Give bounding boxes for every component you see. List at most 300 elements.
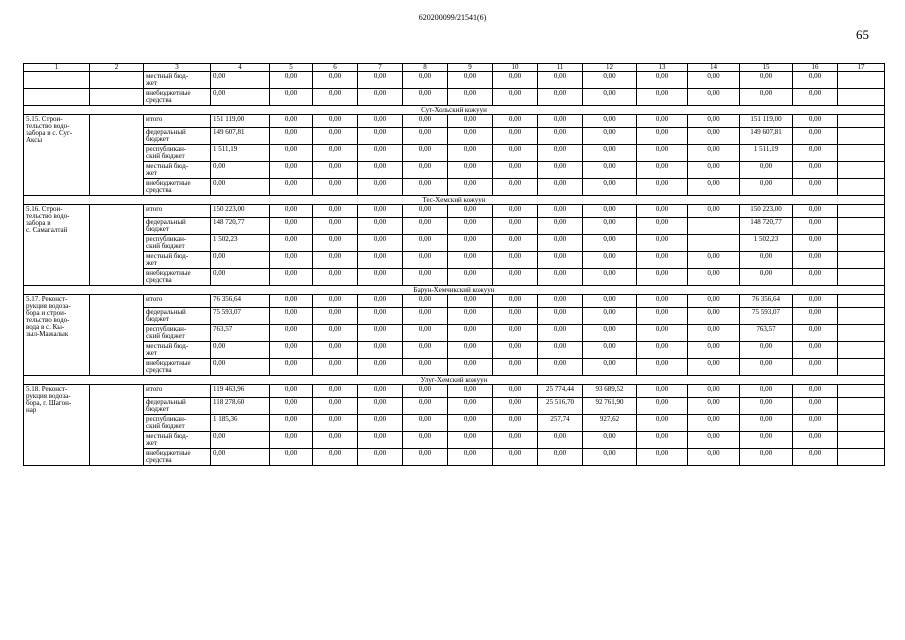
table-row [24, 398, 885, 415]
value-cell: 0,00 [403, 359, 448, 376]
value-cell: 0,00 [313, 115, 358, 128]
value-cell: 93 689,52 [583, 385, 637, 398]
value-cell: 0,00 [313, 252, 358, 269]
value-cell: 0,00 [313, 269, 358, 286]
value-cell: 0,00 [493, 432, 538, 449]
value-cell: 0,00 [493, 235, 538, 252]
value-cell: 0,00 [793, 89, 838, 106]
value-cell: 0,00 [688, 115, 740, 128]
value-cell: 0,00 [448, 449, 493, 466]
value-cell: 0,00 [211, 89, 270, 106]
value-cell: 0,00 [270, 115, 313, 128]
column-number: 6 [313, 64, 358, 72]
value-cell: 0,00 [448, 218, 493, 235]
value-cell: 0,00 [358, 398, 403, 415]
value-cell: 0,00 [448, 398, 493, 415]
value-cell: 0,00 [493, 449, 538, 466]
table-row [24, 72, 885, 89]
table-row [24, 342, 885, 359]
value-cell: 0,00 [583, 295, 637, 308]
value-cell [838, 415, 885, 432]
value-cell: 0,00 [313, 145, 358, 162]
value-cell: 0,00 [688, 449, 740, 466]
value-cell [838, 235, 885, 252]
value-cell: 0,00 [270, 252, 313, 269]
column-number: 5 [270, 64, 313, 72]
value-cell: 0,00 [270, 269, 313, 286]
table-row [24, 128, 885, 145]
value-cell: 0,00 [538, 115, 583, 128]
value-cell [838, 162, 885, 179]
value-cell [838, 325, 885, 342]
table-row [24, 385, 885, 398]
value-cell: 0,00 [313, 179, 358, 196]
value-cell: 0,00 [538, 269, 583, 286]
empty-cell [90, 115, 144, 196]
value-cell: 0,00 [793, 218, 838, 235]
value-cell: 0,00 [740, 72, 793, 89]
column-number: 16 [793, 64, 838, 72]
column-number: 10 [493, 64, 538, 72]
value-cell [838, 398, 885, 415]
value-cell: 0,00 [688, 72, 740, 89]
table-row [24, 162, 885, 179]
value-cell: 0,00 [793, 415, 838, 432]
value-cell: 0,00 [403, 325, 448, 342]
value-cell: 1 502,23 [211, 235, 270, 252]
value-cell: 0,00 [637, 398, 688, 415]
value-cell: 0,00 [637, 115, 688, 128]
value-cell: 0,00 [493, 205, 538, 218]
value-cell: 0,00 [538, 342, 583, 359]
column-number: 14 [688, 64, 740, 72]
table-row [24, 235, 885, 252]
value-cell: 149 607,81 [211, 128, 270, 145]
value-cell: 0,00 [493, 179, 538, 196]
funding-source-label: итого [144, 295, 211, 308]
value-cell: 0,00 [688, 269, 740, 286]
value-cell: 0,00 [313, 325, 358, 342]
value-cell: 0,00 [688, 308, 740, 325]
district-row [24, 286, 885, 295]
value-cell: 0,00 [358, 162, 403, 179]
value-cell: 1 511,19 [211, 145, 270, 162]
funding-source-label: внебюджетные средства [144, 359, 211, 376]
value-cell: 0,00 [583, 89, 637, 106]
value-cell: 0,00 [688, 385, 740, 398]
value-cell: 0,00 [403, 385, 448, 398]
column-number-row [24, 64, 885, 72]
value-cell: 0,00 [583, 325, 637, 342]
value-cell: 0,00 [358, 89, 403, 106]
value-cell: 0,00 [448, 308, 493, 325]
empty-cell [24, 72, 90, 89]
value-cell: 0,00 [637, 72, 688, 89]
value-cell: 0,00 [358, 179, 403, 196]
value-cell: 76 356,64 [211, 295, 270, 308]
value-cell: 149 607,81 [740, 128, 793, 145]
funding-source-label: местный бюд- жет [144, 432, 211, 449]
value-cell: 0,00 [358, 205, 403, 218]
value-cell: 0,00 [688, 145, 740, 162]
value-cell: 0,00 [211, 432, 270, 449]
value-cell: 0,00 [270, 359, 313, 376]
value-cell: 0,00 [583, 235, 637, 252]
value-cell: 0,00 [270, 235, 313, 252]
value-cell: 0,00 [583, 145, 637, 162]
empty-cell [90, 205, 144, 286]
value-cell: 0,00 [403, 252, 448, 269]
value-cell: 0,00 [637, 325, 688, 342]
value-cell [838, 449, 885, 466]
value-cell: 0,00 [637, 432, 688, 449]
value-cell: 0,00 [493, 218, 538, 235]
value-cell: 148 720,77 [740, 218, 793, 235]
value-cell: 0,00 [793, 128, 838, 145]
value-cell: 76 356,64 [740, 295, 793, 308]
value-cell: 0,00 [793, 269, 838, 286]
value-cell: 0,00 [313, 308, 358, 325]
funding-source-label: федеральный бюджет [144, 128, 211, 145]
value-cell: 0,00 [403, 218, 448, 235]
funding-source-label: федеральный бюджет [144, 308, 211, 325]
value-cell: 75 593,07 [211, 308, 270, 325]
value-cell [688, 218, 740, 235]
table-row [24, 218, 885, 235]
value-cell: 0,00 [403, 235, 448, 252]
value-cell: 0,00 [448, 145, 493, 162]
funding-source-label: местный бюд- жет [144, 252, 211, 269]
value-cell: 0,00 [583, 432, 637, 449]
value-cell: 0,00 [538, 218, 583, 235]
value-cell: 0,00 [538, 432, 583, 449]
value-cell: 0,00 [583, 252, 637, 269]
value-cell: 0,00 [637, 295, 688, 308]
value-cell: 0,00 [493, 415, 538, 432]
value-cell: 0,00 [637, 218, 688, 235]
column-number: 12 [583, 64, 637, 72]
column-number: 8 [403, 64, 448, 72]
value-cell: 0,00 [538, 205, 583, 218]
district-row [24, 106, 885, 115]
value-cell: 0,00 [270, 432, 313, 449]
value-cell: 0,00 [403, 295, 448, 308]
value-cell: 0,00 [493, 89, 538, 106]
value-cell: 0,00 [793, 235, 838, 252]
value-cell: 0,00 [688, 359, 740, 376]
funding-source-label: внебюджетные средства [144, 269, 211, 286]
value-cell: 0,00 [637, 342, 688, 359]
table-row [24, 415, 885, 432]
value-cell: 0,00 [403, 449, 448, 466]
funding-source-label: итого [144, 205, 211, 218]
value-cell: 0,00 [448, 415, 493, 432]
value-cell: 0,00 [270, 295, 313, 308]
value-cell: 0,00 [270, 325, 313, 342]
project-name: 5.17. Реконст- рукция водоза- бора и строи- тельство водо- вода в с. Кы- зыл-Мажалык [24, 295, 90, 376]
value-cell: 0,00 [793, 295, 838, 308]
value-cell: 0,00 [270, 308, 313, 325]
value-cell: 0,00 [637, 252, 688, 269]
value-cell: 0,00 [538, 235, 583, 252]
value-cell: 0,00 [688, 398, 740, 415]
value-cell: 0,00 [740, 415, 793, 432]
funding-source-label: республикан- ский бюджет [144, 325, 211, 342]
value-cell: 0,00 [637, 205, 688, 218]
value-cell: 0,00 [358, 385, 403, 398]
value-cell: 0,00 [538, 449, 583, 466]
value-cell: 0,00 [637, 128, 688, 145]
value-cell: 150 223,00 [740, 205, 793, 218]
value-cell: 0,00 [270, 162, 313, 179]
value-cell: 0,00 [403, 72, 448, 89]
value-cell: 0,00 [740, 89, 793, 106]
value-cell: 0,00 [688, 89, 740, 106]
value-cell: 0,00 [448, 115, 493, 128]
value-cell [838, 359, 885, 376]
value-cell: 0,00 [688, 162, 740, 179]
funding-source-label: итого [144, 385, 211, 398]
value-cell: 0,00 [637, 269, 688, 286]
funding-source-label: внебюджетные средства [144, 449, 211, 466]
value-cell: 0,00 [313, 218, 358, 235]
value-cell: 0,00 [793, 179, 838, 196]
value-cell: 0,00 [403, 269, 448, 286]
value-cell: 0,00 [448, 269, 493, 286]
funding-source-label: местный бюд- жет [144, 72, 211, 89]
value-cell: 0,00 [448, 235, 493, 252]
value-cell: 0,00 [637, 449, 688, 466]
value-cell: 0,00 [793, 385, 838, 398]
value-cell: 0,00 [358, 415, 403, 432]
value-cell: 0,00 [448, 179, 493, 196]
value-cell: 0,00 [270, 72, 313, 89]
value-cell: 0,00 [538, 162, 583, 179]
value-cell: 0,00 [583, 342, 637, 359]
value-cell: 0,00 [448, 128, 493, 145]
value-cell [688, 235, 740, 252]
table-row [24, 308, 885, 325]
value-cell: 0,00 [793, 145, 838, 162]
value-cell: 0,00 [313, 449, 358, 466]
value-cell: 0,00 [793, 205, 838, 218]
value-cell: 0,00 [448, 295, 493, 308]
empty-cell [90, 72, 144, 89]
table-row [24, 432, 885, 449]
value-cell: 0,00 [740, 398, 793, 415]
value-cell: 0,00 [358, 359, 403, 376]
project-name: 5.16. Строи- тельство водо- забора в с. Самагалтай [24, 205, 90, 286]
value-cell: 0,00 [358, 325, 403, 342]
project-name: 5.18. Реконст- рукция водоза- бора, г. Шагон- нар [24, 385, 90, 466]
value-cell: 0,00 [403, 398, 448, 415]
table-row [24, 449, 885, 466]
value-cell: 25 774,44 [538, 385, 583, 398]
value-cell: 0,00 [313, 162, 358, 179]
value-cell: 75 593,07 [740, 308, 793, 325]
value-cell: 0,00 [358, 72, 403, 89]
value-cell: 0,00 [403, 115, 448, 128]
value-cell: 0,00 [358, 235, 403, 252]
value-cell: 0,00 [403, 145, 448, 162]
value-cell: 0,00 [583, 449, 637, 466]
value-cell: 0,00 [583, 359, 637, 376]
value-cell: 118 278,60 [211, 398, 270, 415]
value-cell: 150 223,00 [211, 205, 270, 218]
funding-source-label: внебюджетные средства [144, 179, 211, 196]
funding-source-label: федеральный бюджет [144, 218, 211, 235]
value-cell [838, 295, 885, 308]
value-cell: 0,00 [538, 325, 583, 342]
value-cell: 0,00 [313, 432, 358, 449]
value-cell [838, 89, 885, 106]
value-cell: 0,00 [793, 72, 838, 89]
value-cell: 0,00 [493, 162, 538, 179]
value-cell: 0,00 [270, 205, 313, 218]
column-number: 2 [90, 64, 144, 72]
value-cell: 0,00 [637, 415, 688, 432]
funding-source-label: итого [144, 115, 211, 128]
value-cell: 0,00 [270, 89, 313, 106]
value-cell: 0,00 [211, 72, 270, 89]
value-cell: 0,00 [313, 89, 358, 106]
district-row [24, 196, 885, 205]
value-cell: 0,00 [358, 308, 403, 325]
value-cell: 0,00 [493, 269, 538, 286]
value-cell: 0,00 [637, 235, 688, 252]
district-row [24, 376, 885, 385]
value-cell: 0,00 [637, 308, 688, 325]
value-cell: 0,00 [688, 205, 740, 218]
table-row [24, 325, 885, 342]
value-cell: 0,00 [270, 342, 313, 359]
value-cell: 0,00 [493, 295, 538, 308]
funding-source-label: республикан- ский бюджет [144, 415, 211, 432]
value-cell: 0,00 [493, 308, 538, 325]
value-cell [838, 308, 885, 325]
value-cell: 0,00 [538, 72, 583, 89]
value-cell: 0,00 [313, 295, 358, 308]
value-cell: 0,00 [740, 342, 793, 359]
value-cell: 1 511,19 [740, 145, 793, 162]
district-title: Барун-Хемчикский кожуун [24, 286, 885, 295]
value-cell: 763,57 [211, 325, 270, 342]
value-cell: 0,00 [688, 295, 740, 308]
district-title: Сут-Хольский кожуун [24, 106, 885, 115]
value-cell: 0,00 [793, 325, 838, 342]
value-cell: 0,00 [313, 415, 358, 432]
value-cell [838, 432, 885, 449]
value-cell: 0,00 [793, 359, 838, 376]
value-cell: 0,00 [637, 179, 688, 196]
value-cell: 0,00 [211, 162, 270, 179]
value-cell: 0,00 [313, 398, 358, 415]
value-cell: 0,00 [358, 218, 403, 235]
value-cell: 0,00 [358, 342, 403, 359]
funding-source-label: республикан- ский бюджет [144, 235, 211, 252]
value-cell [838, 179, 885, 196]
value-cell: 0,00 [688, 432, 740, 449]
funding-source-label: местный бюд- жет [144, 342, 211, 359]
empty-cell [24, 89, 90, 106]
table-row [24, 115, 885, 128]
value-cell: 151 119,00 [211, 115, 270, 128]
value-cell: 0,00 [448, 342, 493, 359]
table-row [24, 89, 885, 106]
value-cell: 0,00 [403, 89, 448, 106]
column-number: 4 [211, 64, 270, 72]
column-number: 11 [538, 64, 583, 72]
value-cell: 0,00 [448, 359, 493, 376]
empty-cell [90, 89, 144, 106]
value-cell: 0,00 [688, 325, 740, 342]
table-row [24, 252, 885, 269]
value-cell: 0,00 [358, 115, 403, 128]
value-cell: 0,00 [538, 128, 583, 145]
value-cell: 0,00 [740, 269, 793, 286]
value-cell: 0,00 [493, 325, 538, 342]
column-number: 7 [358, 64, 403, 72]
value-cell: 119 463,96 [211, 385, 270, 398]
funding-source-label: местный бюд- жет [144, 162, 211, 179]
value-cell: 0,00 [270, 145, 313, 162]
value-cell: 0,00 [493, 115, 538, 128]
value-cell: 0,00 [493, 398, 538, 415]
value-cell: 0,00 [538, 308, 583, 325]
value-cell: 0,00 [493, 385, 538, 398]
value-cell: 0,00 [448, 72, 493, 89]
value-cell [838, 252, 885, 269]
value-cell: 0,00 [448, 162, 493, 179]
table-row [24, 145, 885, 162]
value-cell: 0,00 [793, 398, 838, 415]
empty-cell [90, 385, 144, 466]
value-cell: 0,00 [583, 218, 637, 235]
value-cell: 0,00 [403, 308, 448, 325]
value-cell: 0,00 [270, 415, 313, 432]
value-cell: 0,00 [211, 449, 270, 466]
value-cell: 0,00 [583, 128, 637, 145]
value-cell: 0,00 [313, 72, 358, 89]
value-cell: 0,00 [403, 432, 448, 449]
value-cell: 0,00 [270, 179, 313, 196]
value-cell: 0,00 [358, 449, 403, 466]
value-cell: 0,00 [358, 145, 403, 162]
value-cell: 0,00 [403, 415, 448, 432]
value-cell: 0,00 [793, 162, 838, 179]
value-cell: 0,00 [583, 308, 637, 325]
value-cell: 0,00 [313, 235, 358, 252]
value-cell: 0,00 [583, 72, 637, 89]
value-cell [838, 269, 885, 286]
value-cell: 92 761,90 [583, 398, 637, 415]
table-row [24, 295, 885, 308]
value-cell: 0,00 [448, 432, 493, 449]
value-cell: 0,00 [740, 179, 793, 196]
value-cell: 0,00 [270, 398, 313, 415]
value-cell: 0,00 [270, 218, 313, 235]
value-cell: 151 119,00 [740, 115, 793, 128]
value-cell [838, 218, 885, 235]
value-cell: 0,00 [358, 269, 403, 286]
value-cell: 927,62 [583, 415, 637, 432]
value-cell: 0,00 [583, 162, 637, 179]
value-cell: 0,00 [313, 385, 358, 398]
table-row [24, 205, 885, 218]
value-cell [838, 205, 885, 218]
value-cell: 0,00 [448, 325, 493, 342]
value-cell: 0,00 [313, 359, 358, 376]
